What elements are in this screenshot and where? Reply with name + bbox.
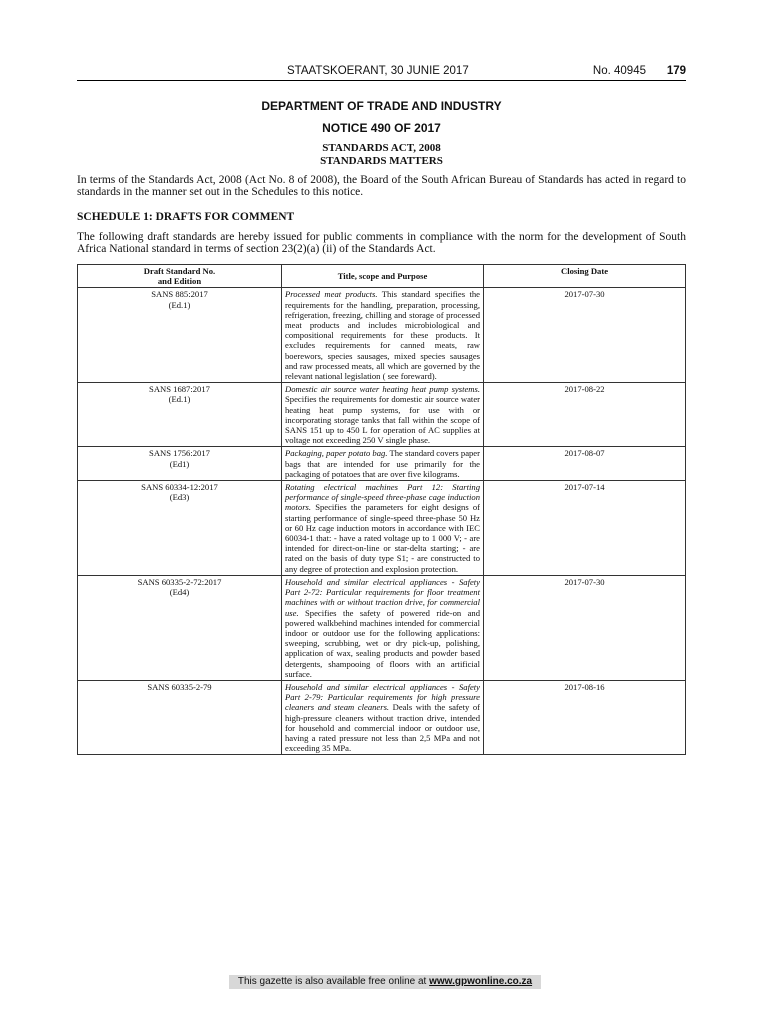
gazette-title: STAATSKOERANT, 30 JUNIE 2017 [287, 65, 469, 77]
column-header-standard [78, 265, 282, 288]
standard-number: SANS 1756:2017 [149, 448, 210, 459]
drafts-table [77, 264, 686, 755]
table-row [78, 288, 686, 383]
title-scope-cell [282, 680, 484, 754]
page-number: 179 [666, 65, 686, 77]
act-title-line-2: STANDARDS MATTERS [320, 155, 443, 167]
closing-date: 2017-08-16 [484, 680, 686, 754]
table-row [78, 447, 686, 481]
closing-date: 2017-07-30 [484, 575, 686, 680]
footer-text: This gazette is also available free online at [237, 976, 430, 987]
standard-title: Household and similar electrical appliances - Safety Part 2-79: Particular requirements for high pressure cleaners and steam cleaners. [285, 681, 480, 713]
closing-date: 2017-07-30 [484, 288, 686, 383]
gazette-number: No. 40945 [592, 65, 646, 77]
standard-description: This standard specifies the requirements for the handling, preparation, processing, refrigeration, freezing, chilling and storage of processed meat products and includes microbiological and compositional requirements for these products. It excludes requirements for canned meats, raw boerewors, species sausages, mixed species sausages and raw processed meats, all which are governed by the relevant national legislation ( see foreward). [285, 289, 480, 382]
page-footer [229, 975, 541, 989]
standard-number: SANS 885:2017 [151, 289, 208, 300]
table-header-row [78, 265, 686, 288]
standard-title: Rotating electrical machines Part 12: Starting performance of single-speed three-phase cage induction motors. [285, 482, 480, 513]
title-scope-cell [282, 575, 484, 680]
standard-cell [78, 481, 282, 576]
footer-url-link[interactable]: www.gpwonline.co.za [429, 976, 533, 987]
notice-heading: NOTICE 490 OF 2017 [322, 121, 441, 135]
standard-title: Domestic air source water heating heat pump systems. [285, 384, 480, 395]
standard-number: SANS 60334-12:2017 [141, 482, 218, 493]
column-header-closing-date: Closing Date [484, 265, 686, 288]
table-row [78, 680, 686, 754]
standard-edition: (Ed4) [169, 587, 190, 598]
standard-description: Specifies the safety of powered ride-on and powered walkbehind machines intended for commercial indoor or outdoor use for the following applications: sweeping, scrubbing, wet or dry pick-up, polishing, application of wax, sealing products and powder based detergents, shampooing of floors with an artificial surface. [285, 607, 480, 679]
closing-date: 2017-07-14 [484, 481, 686, 576]
standard-cell [78, 447, 282, 481]
column-header-title: Title, scope and Purpose [282, 265, 484, 288]
standard-description: Specifies the requirements for domestic air source water heating heat pump systems, for use with or incorporating storage tanks that fall within the scope of SANS 151 up to 450 L for operation of AC supplies at voltage not exceeding 250 V single phase. [285, 394, 480, 446]
standard-number: SANS 60335-2-72:2017 [137, 576, 222, 587]
table-row [78, 383, 686, 447]
closing-date: 2017-08-22 [484, 383, 686, 447]
standard-title: Packaging, paper potato bag. [285, 448, 388, 459]
page-header [77, 63, 686, 81]
standard-title: Processed meat products. [285, 289, 378, 300]
standard-cell [78, 288, 282, 383]
department-heading: DEPARTMENT OF TRADE AND INDUSTRY [261, 99, 502, 113]
intro-paragraph: In terms of the Standards Act, 2008 (Act No. 8 of 2008), the Board of the South African Bureau of Standards has acted in regard to standards in the manner set out in the Schedules to this notice. [77, 174, 686, 198]
closing-date: 2017-08-07 [484, 447, 686, 481]
standard-cell [78, 680, 282, 754]
title-scope-cell [282, 447, 484, 481]
standard-description: Specifies the parameters for eight designs of starting performance of single-speed three-phase 50 Hz or 60 Hz cage induction motors in accordance with IEC 60034-1 that: - have a rated voltage up to 1 000 V; - are intended for direct-on-line or star-delta starting; - are rated on the basis of duty type S1; - are constructed to any degree of protection and explosion protection. [285, 502, 480, 574]
standard-edition: (Ed.1) [168, 394, 191, 405]
standard-edition: (Ed3) [169, 492, 190, 503]
table-row [78, 575, 686, 680]
standard-description: Deals with the safety of high-pressure cleaners without traction drive, intended for household and commercial indoor or outdoor use, having a rated pressure not less than 2,5 MPa and not exceeding 35 MPa. [285, 702, 480, 754]
act-title [77, 142, 686, 168]
column-header-standard-line-1: Draft Standard No. [143, 266, 216, 276]
standard-number: SANS 1687:2017 [149, 384, 210, 395]
standard-title: Household and similar electrical appliances - Safety Part 2-72: Particular requirements for floor treatment machines with or without traction drive, for commercial use. [285, 576, 480, 618]
title-scope-cell [282, 383, 484, 447]
standard-edition: (Ed1) [169, 458, 190, 469]
schedule-paragraph: The following draft standards are hereby issued for public comments in compliance with the norm for the development of South Africa National standard in terms of section 23(2)(a) (ii) of the Standards Act. [77, 231, 686, 255]
title-scope-cell [282, 481, 484, 576]
title-scope-cell [282, 288, 484, 383]
schedule-heading: SCHEDULE 1: DRAFTS FOR COMMENT [77, 211, 295, 223]
table-row [78, 481, 686, 576]
standard-edition: (Ed.1) [168, 299, 191, 310]
column-header-standard-line-2: and Edition [157, 276, 202, 287]
act-title-line-1: STANDARDS ACT, 2008 [322, 142, 441, 154]
standard-cell [78, 383, 282, 447]
header-rule [77, 80, 686, 81]
standard-description: The standard covers paper bags that are intended for use primarily for the packaging of potatoes that are over five kilograms. [285, 448, 480, 479]
standard-number: SANS 60335-2-79 [147, 681, 212, 692]
standard-cell [78, 575, 282, 680]
